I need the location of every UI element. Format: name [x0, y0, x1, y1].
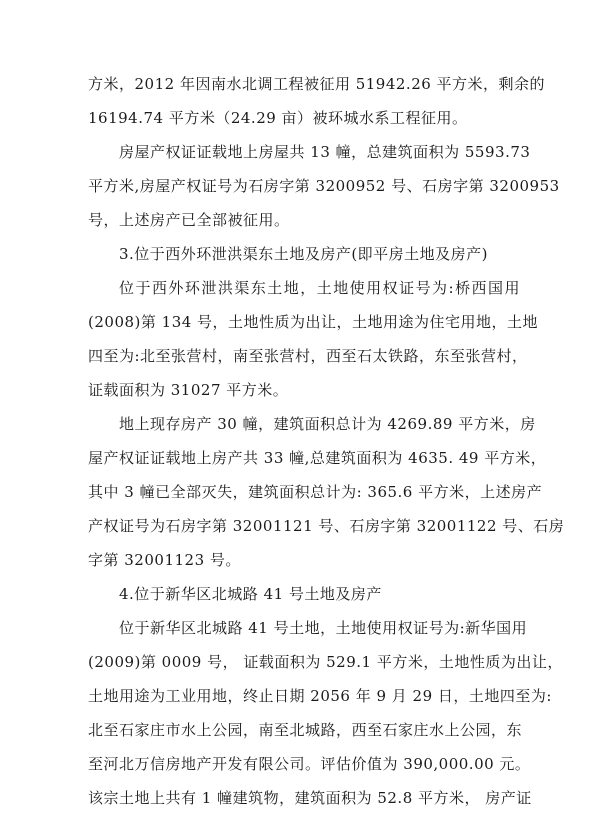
text-line: (2008)第 134 号，土地性质为出让，土地用途为住宅用地，土地	[88, 313, 539, 331]
paragraph-start-line: 位于西外环泄洪渠东土地，土地使用权证号为:桥西国用	[119, 279, 520, 297]
paragraph-start-line: 房屋产权证证载地上房屋共 13 幢，总建筑面积为 5593.73	[119, 143, 531, 161]
text-line: 字第 32001123 号。	[88, 551, 241, 569]
text-line: (2009)第 0009 号， 证载面积为 529.1 平方米，土地性质为出让，	[88, 653, 563, 671]
text-line: 16194.74 平方米（24.29 亩）被环城水系工程征用。	[88, 109, 468, 127]
text-line: 土地用途为工业用地，终止日期 2056 年 9 月 29 日，土地四至为:	[88, 687, 552, 705]
text-line: 四至为:北至张营村，南至张营村，西至石太铁路，东至张营村，	[88, 347, 528, 365]
paragraph-start-line: 地上现存房产 30 幢，建筑面积总计为 4269.89 平方米，房	[119, 415, 536, 433]
text-line: 其中 3 幢已全部灭失，建筑面积总计为: 365.6 平方米，上述房产	[88, 483, 543, 501]
text-line: 至河北万信房地产开发有限公司。评估价值为 390,000.00 元。	[88, 755, 531, 773]
paragraph-start-line: 位于新华区北城路 41 号土地，土地使用权证号为:新华国用	[119, 619, 528, 637]
text-line: 北至石家庄市水上公园，南至北城路，西至石家庄水上公园，东	[88, 721, 523, 739]
text-line: 该宗土地上共有 1 幢建筑物，建筑面积为 52.8 平方米， 房产证	[88, 789, 532, 807]
text-line: 产权证号为石房字第 32001121 号、石房字第 32001122 号、石房	[88, 517, 565, 535]
text-line: 号，上述房产已全部被征用。	[88, 211, 290, 229]
section-heading: 4.位于新华区北城路 41 号土地及房产	[119, 585, 382, 603]
text-line: 屋产权证证载地上房产共 33 幢,总建筑面积为 4635. 49 平方米，	[88, 449, 547, 467]
text-line: 证载面积为 31027 平方米。	[88, 381, 289, 399]
text-line: 方米，2012 年因南水北调工程被征用 51942.26 平方米，剩余的	[88, 75, 546, 93]
text-line: 平方米,房屋产权证号为石房字第 3200952 号、石房字第 3200953	[88, 177, 560, 195]
section-heading: 3.位于西外环泄洪渠东土地及房产(即平房土地及房产)	[119, 245, 489, 263]
